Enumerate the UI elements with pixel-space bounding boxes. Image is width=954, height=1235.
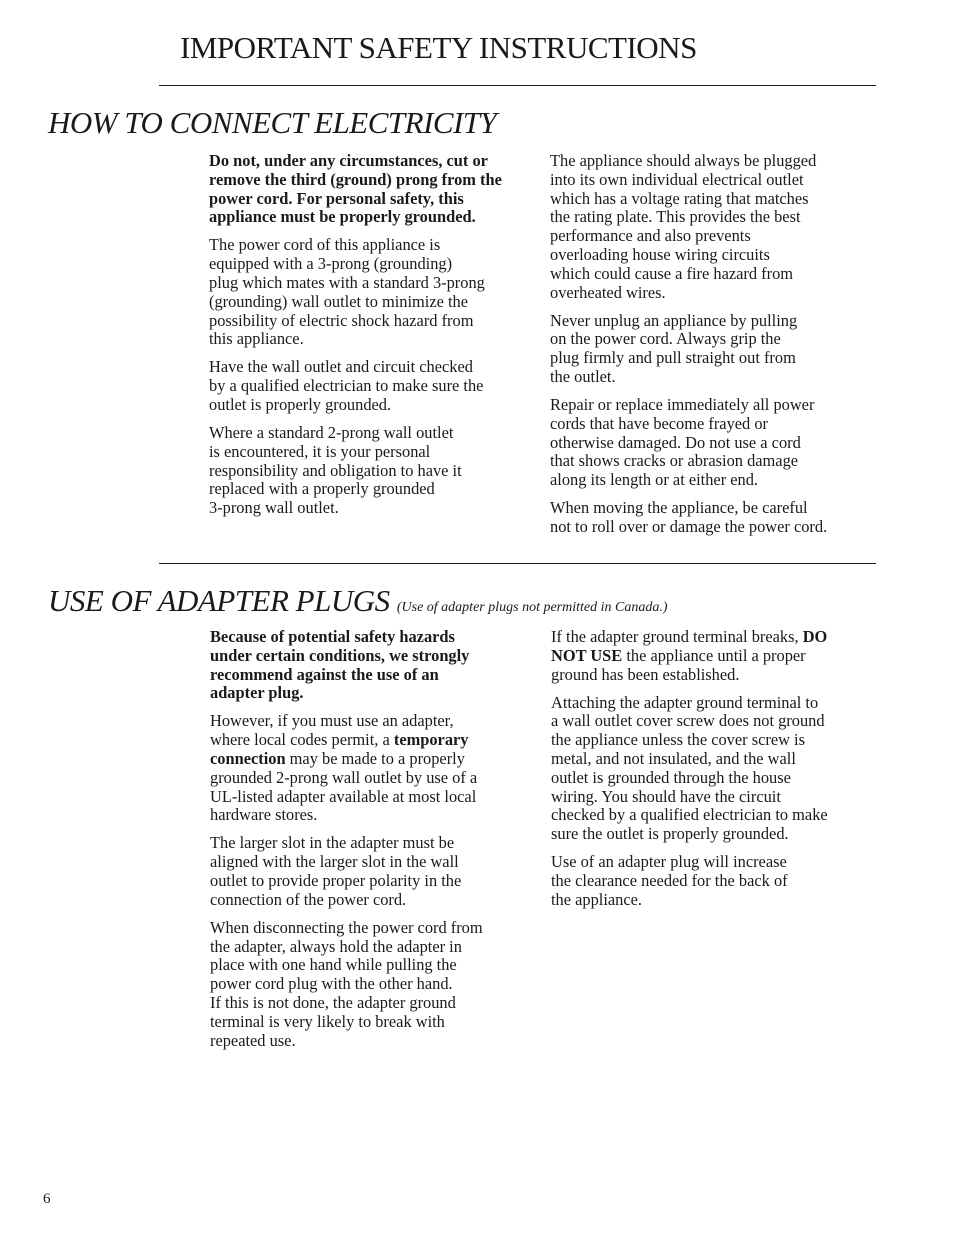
electricity-right-column — [550, 152, 885, 546]
page-number: 6 — [43, 1191, 51, 1207]
section-title-adapter-plugs: USE OF ADAPTER PLUGS (Use of adapter plugs not permitted in Canada.) — [48, 583, 668, 618]
adapter-warning: Because of potential safety hazards under certain conditions, we strongly recommend against the use of an adapter plug. — [210, 627, 470, 703]
disconnecting-paragraph: When disconnecting the power cord from the adapter, always hold the adapter in place with one hand while pulling the power cord plug with the other hand. If this is not done, the adapter ground terminal is very likely to break with repeated use. — [210, 917, 483, 1050]
repair-cords-paragraph: Repair or replace immediately all power cords that have become frayed or otherwise damaged. Do not use a cord that shows cracks or abrasion damage along its length or at either end. — [550, 394, 815, 490]
polarity-paragraph: The larger slot in the adapter must be aligned with the larger slot in the wall outlet to provide proper polarity in the connection of the power cord. — [210, 833, 462, 909]
adapter-right-column — [551, 628, 886, 919]
section-title-connect-electricity: HOW TO CONNECT ELECTRICITY — [48, 105, 497, 140]
adapter-left-column — [210, 628, 540, 1059]
unplug-paragraph: Never unplug an appliance by pulling on the power cord. Always grip the plug firmly and pull straight out from the outlet. — [550, 310, 798, 386]
section-divider — [159, 563, 876, 564]
electricity-left-column — [209, 152, 539, 527]
page-title: IMPORTANT SAFETY INSTRUCTIONS — [180, 30, 697, 65]
moving-appliance-paragraph: When moving the appliance, be careful not to roll over or damage the power cord. — [550, 498, 828, 536]
clearance-paragraph: Use of an adapter plug will increase the clearance needed for the back of the appliance. — [551, 852, 788, 909]
terminal-breaks-paragraph: If the adapter ground terminal breaks, DO NOT USE the appliance until a proper ground has been established. — [551, 627, 828, 684]
outlet-check-paragraph: Have the wall outlet and circuit checked by a qualified electrician to make sure the outlet is properly grounded. — [209, 357, 484, 414]
ground-prong-warning: Do not, under any circumstances, cut or remove the third (ground) prong from the power cord. For personal safety, this appliance must be properly grounded. — [209, 151, 502, 227]
temporary-connection-paragraph: However, if you must use an adapter, where local codes permit, a temporary connection may be made to a properly grounded 2-prong wall outlet by use of a UL-listed adapter available at most local hardware stores. — [210, 711, 478, 825]
cover-screw-paragraph: Attaching the adapter ground terminal to a wall outlet cover screw does not ground the appliance unless the cover screw is metal, and not insulated, and the wall outlet is grounded through the house wiring. You should have the circuit checked by a qualified electrician to make sure the outlet is properly grounded. — [551, 692, 828, 844]
power-cord-paragraph: The power cord of this appliance is equipped with a 3-prong (grounding) plug which mates with a standard 3-prong (grounding) wall outlet to minimize the possibility of electric shock hazard from this appliance. — [209, 235, 485, 349]
two-prong-paragraph: Where a standard 2-prong wall outlet is encountered, it is your personal responsibility and obligation to have it replaced with a properly grounded 3-prong wall outlet. — [209, 422, 462, 518]
header-divider — [159, 85, 876, 86]
canada-note: (Use of adapter plugs not permitted in Canada.) — [396, 600, 668, 615]
individual-outlet-paragraph: The appliance should always be plugged into its own individual electrical outlet which has a voltage rating that matches the rating plate. This provides the best performance and also prevents overloading house wiring circuits which could cause a fire hazard from overheated wires. — [550, 151, 817, 302]
